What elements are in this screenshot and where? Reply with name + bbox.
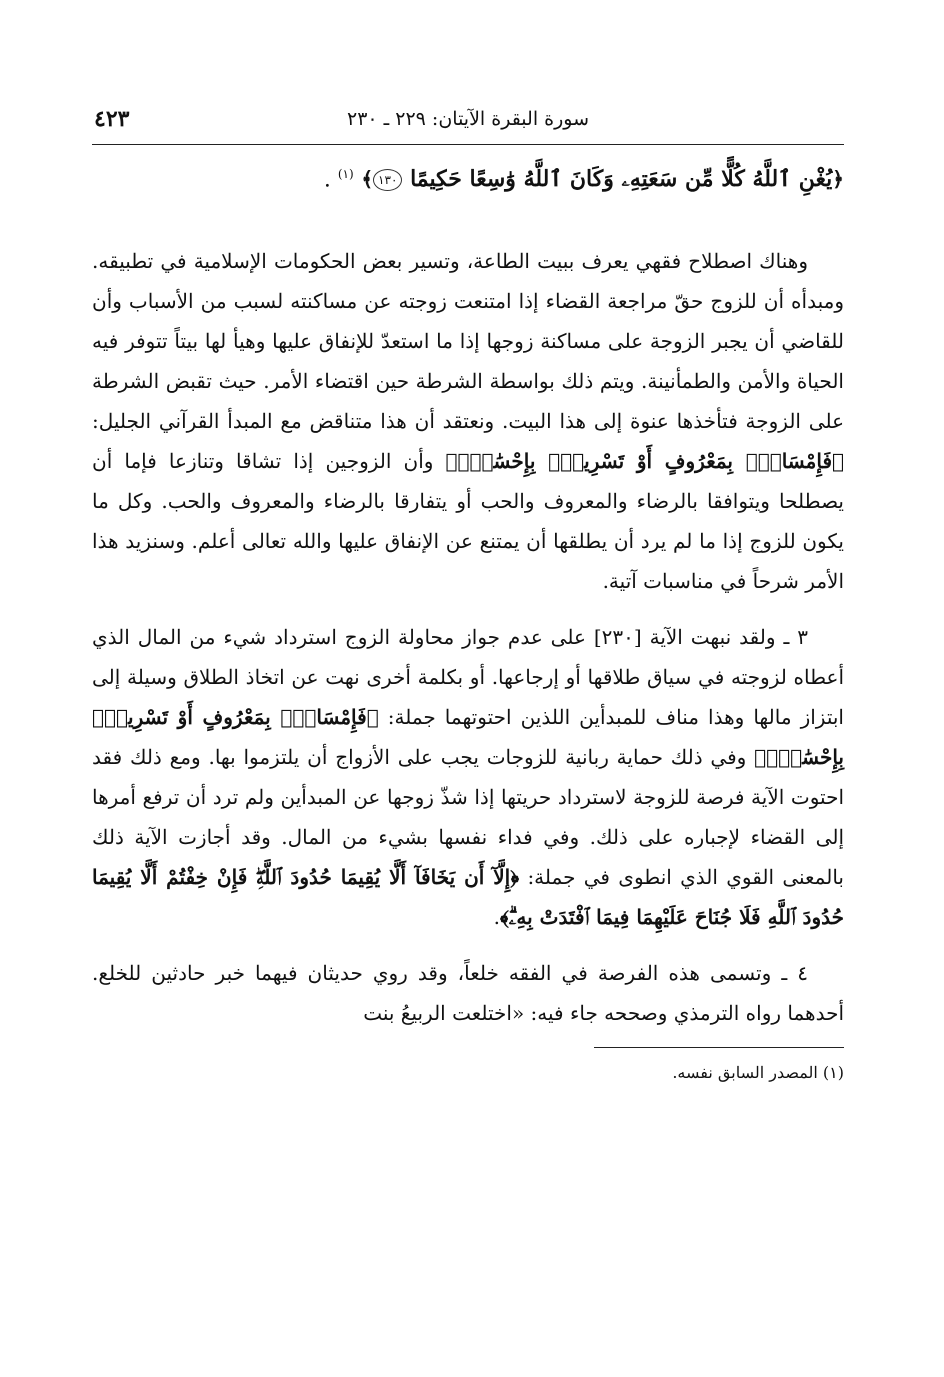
verse-tail: .	[323, 167, 331, 193]
quran-quote: ﴿فَإِمْسَاكُۢ بِمَعْرُوفٍ أَوْ تَسْرِيحُۢ بِإِحْسَٰنٍۗ﴾	[92, 705, 844, 770]
footnote: (١) المصدر السابق نفسه.	[672, 1063, 844, 1083]
paragraph-2-text-a: ٣ ـ ولقد نبهت الآية [٢٣٠] على عدم جواز محاولة الزوج استرداد شيء من المال الذي أعطاه لزوجته في سياق طلاقها أو إرجاعها. أو بكلمة أخرى نهت عن اتخاذ الطلاق وسيلة إلى ابتزاز مالها وهذا مناف للمبدأين اللذين احتوتهما جملة:	[92, 625, 844, 730]
paragraph-2	[92, 617, 844, 937]
paragraph-3: ٤ ـ وتسمى هذه الفرصة في الفقه خلعاً، وقد روي حديثان فيهما خبر حادثين للخلع. أحدهما رواه الترمذي وصححه جاء فيه: «اختلعت الربيعُ بنت	[92, 961, 844, 1026]
page-number: ٤٢٣	[94, 106, 130, 132]
running-title: سورة البقرة الآيتان: ٢٢٩ ـ ٢٣٠	[346, 108, 590, 130]
paragraph-2-tail: .	[493, 905, 500, 930]
quran-quote: ﴿إِلَّآ أَن يَخَافَآ أَلَّا يُقِيمَا حُدُودَ ٱللَّهِۖ فَإِنْ خِفْتُمْ أَلَّا يُقِيمَا حُدُودَ ٱللَّهِ فَلَا جُنَاحَ عَلَيْهِمَا فِيمَا ٱفْتَدَتْ بِهِۦۗ﴾	[92, 865, 844, 930]
ayah-number-marker: ١٣٠	[373, 169, 402, 191]
verse-text: يُغْنِ ٱللَّهُ كُلًّا مِّن سَعَتِهِۦ وَكَانَ ٱللَّهُ وَٰسِعًا حَكِيمًا	[410, 166, 833, 193]
footnote-divider	[594, 1047, 844, 1048]
page-header	[92, 100, 844, 145]
quran-quote: ﴿فَإِمْسَاكُۢ بِمَعْرُوفٍ أَوْ تَسْرِيحُۢ بِإِحْسَٰنٍۗ﴾	[445, 449, 845, 474]
footnote-reference: (١)	[337, 167, 354, 181]
ornate-bracket-open: ﴿	[832, 167, 844, 192]
verse-line	[92, 155, 844, 199]
ornate-bracket-close: ﴾	[361, 167, 374, 192]
paragraph-1-text-b: وأن الزوجين إذا تشاقا وتنازعا فإما أن يصطلحا ويتوافقا بالرضاء والمعروف والحب أو يتفارقا بالرضاء والمعروف والحب. وكل ما يكون للزوج إذا ما لم يرد أن يطلقها أن يمتنع عن الإنفاق عليها والله تعالى أعلم. وسنزيد هذا الأمر شرحاً في مناسبات آتية.	[92, 449, 844, 594]
paragraph-1-text-a: وهناك اصطلاح فقهي يعرف ببيت الطاعة، وتسير بعض الحكومات الإسلامية في تطبيقه. ومبدأه أن للزوج حقّ مراجعة القضاء إذا امتنعت زوجته عن مساكنته لسبب من الأسباب وأن للقاضي أن يجبر الزوجة على مساكنة زوجها إذا ما استعدّ للإنفاق عليها وهيأ لها بيتاً تتوفر فيه الحياة والأمن والطمأنينة. ويتم ذلك بواسطة الشرطة حين اقتضاء الأمر. حيث تقبض الشرطة على الزوجة فتأخذها عنوة إلى هذا البيت. ونعتقد أن هذا متناقض مع المبدأ القرآني الجليل:	[92, 249, 844, 434]
paragraph-2-text-b: وفي ذلك حماية ربانية للزوجات يجب على الأزواج أن يلتزموا بها. ومع ذلك فقد احتوت الآية فرصة للزوجة لاسترداد حريتها إذا شذّ زوجها عن المبدأين ولم ترد أن ترفع أمرها إلى القضاء لإجباره على ذلك. وفي فداء نفسها بشيء من المال. وقد أجازت الآية ذلك بالمعنى القوي الذي انطوى في جملة:	[92, 745, 844, 890]
paragraph-1	[92, 241, 844, 601]
quran-verse	[354, 166, 844, 192]
page	[92, 100, 844, 1280]
